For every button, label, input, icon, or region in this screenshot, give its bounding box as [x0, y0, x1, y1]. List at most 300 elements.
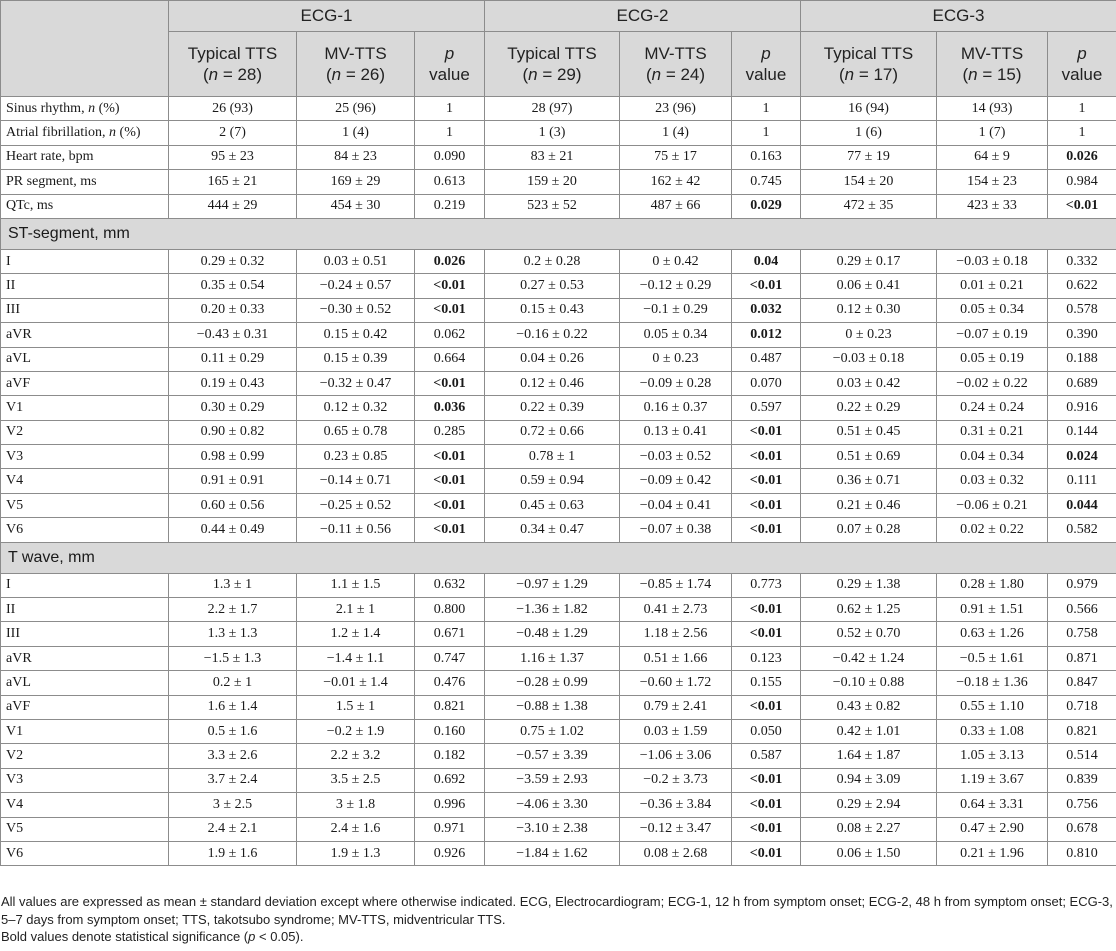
p-value-cell: 0.163: [732, 145, 801, 169]
value-cell: 2.2 ± 1.7: [169, 598, 297, 622]
p-value-cell: 0.285: [415, 420, 485, 444]
row-label: V1: [1, 719, 169, 743]
value-cell: −0.09 ± 0.28: [620, 371, 732, 395]
p-value-cell: 0.613: [415, 170, 485, 194]
p-value-cell: 0.839: [1048, 768, 1116, 792]
value-cell: 0.21 ± 0.46: [801, 493, 937, 517]
subcolumn-header-line1: MV-TTS: [960, 44, 1024, 63]
row-label: V6: [1, 841, 169, 865]
p-value-cell: 0.012: [732, 323, 801, 347]
value-cell: 0.36 ± 0.71: [801, 469, 937, 493]
p-value-cell: 1: [415, 121, 485, 145]
value-cell: 0.02 ± 0.22: [937, 518, 1048, 542]
value-cell: −0.07 ± 0.19: [937, 323, 1048, 347]
value-cell: −0.11 ± 0.56: [297, 518, 415, 542]
value-cell: 0.04 ± 0.26: [485, 347, 620, 371]
value-cell: 26 (93): [169, 97, 297, 121]
value-cell: 0.44 ± 0.49: [169, 518, 297, 542]
value-cell: 0.2 ± 1: [169, 671, 297, 695]
p-value-cell: 1: [1048, 97, 1116, 121]
value-cell: 0.22 ± 0.39: [485, 396, 620, 420]
table-row: [1, 695, 1116, 719]
p-value-cell: 0.671: [415, 622, 485, 646]
table-row: [1, 671, 1116, 695]
row-label: V3: [1, 445, 169, 469]
value-cell: 1.9 ± 1.6: [169, 841, 297, 865]
group-header-ecg3: ECG-3: [801, 1, 1116, 32]
p-value-cell: 0.123: [732, 646, 801, 670]
subcolumn-header: [732, 32, 801, 97]
value-cell: 2.1 ± 1: [297, 598, 415, 622]
p-value-cell: <0.01: [415, 518, 485, 542]
value-cell: −0.02 ± 0.22: [937, 371, 1048, 395]
value-cell: 3.3 ± 2.6: [169, 744, 297, 768]
value-cell: 0.15 ± 0.43: [485, 298, 620, 322]
value-cell: 77 ± 19: [801, 145, 937, 169]
value-cell: 162 ± 42: [620, 170, 732, 194]
value-cell: 0.2 ± 0.28: [485, 249, 620, 273]
value-cell: 3.7 ± 2.4: [169, 768, 297, 792]
p-value-cell: 0.024: [1048, 445, 1116, 469]
subcolumn-header: [620, 32, 732, 97]
row-label: V2: [1, 744, 169, 768]
row-label: aVF: [1, 695, 169, 719]
table-row: [1, 396, 1116, 420]
value-cell: −1.5 ± 1.3: [169, 646, 297, 670]
p-value-cell: <0.01: [732, 469, 801, 493]
p-value-cell: 1: [732, 97, 801, 121]
value-cell: −1.84 ± 1.62: [485, 841, 620, 865]
p-value-cell: 0.219: [415, 194, 485, 218]
table-row: [1, 598, 1116, 622]
value-cell: −0.1 ± 0.29: [620, 298, 732, 322]
value-cell: −3.10 ± 2.38: [485, 817, 620, 841]
value-cell: 0.5 ± 1.6: [169, 719, 297, 743]
group-header-row: [1, 1, 1116, 32]
group-header-ecg1: ECG-1: [169, 1, 485, 32]
value-cell: −0.16 ± 0.22: [485, 323, 620, 347]
table-row: [1, 274, 1116, 298]
value-cell: −0.12 ± 3.47: [620, 817, 732, 841]
p-value-cell: <0.01: [732, 817, 801, 841]
p-value-cell: 0.916: [1048, 396, 1116, 420]
p-value-cell: 0.390: [1048, 323, 1116, 347]
value-cell: 3 ± 2.5: [169, 793, 297, 817]
value-cell: 0.03 ± 0.42: [801, 371, 937, 395]
row-label: QTc, ms: [1, 194, 169, 218]
row-label: I: [1, 249, 169, 273]
p-value-cell: 0.979: [1048, 573, 1116, 597]
p-value-cell: 0.487: [732, 347, 801, 371]
value-cell: 159 ± 20: [485, 170, 620, 194]
value-cell: 0 ± 0.23: [801, 323, 937, 347]
value-cell: 0.01 ± 0.21: [937, 274, 1048, 298]
value-cell: −0.03 ± 0.18: [801, 347, 937, 371]
value-cell: 0.47 ± 2.90: [937, 817, 1048, 841]
subcolumn-header-line2: value: [745, 65, 787, 84]
p-value-cell: 0.182: [415, 744, 485, 768]
value-cell: −0.2 ± 3.73: [620, 768, 732, 792]
p-value-cell: 0.632: [415, 573, 485, 597]
value-cell: 64 ± 9: [937, 145, 1048, 169]
value-cell: 2.4 ± 2.1: [169, 817, 297, 841]
p-value-cell: 0.984: [1048, 170, 1116, 194]
footnote-abbreviations: All values are expressed as mean ± standard deviation except where otherwise indicated. ECG, Electrocardiogram; ECG-1, 12 h from symptom onset; ECG-2, 48 h from symptom onset; ECG-3, 5–7 days from symptom onset; TTS, takotsubo syndrome; MV-TTS, midventricular TTS.: [1, 894, 1113, 927]
value-cell: 0.05 ± 0.34: [620, 323, 732, 347]
section-header: ST-segment, mm: [1, 218, 1116, 249]
table-row: [1, 323, 1116, 347]
row-label: V5: [1, 493, 169, 517]
table-body: [1, 97, 1116, 866]
value-cell: 0.15 ± 0.42: [297, 323, 415, 347]
p-value-cell: 0.026: [1048, 145, 1116, 169]
section-header-row: [1, 542, 1116, 573]
value-cell: 0.75 ± 1.02: [485, 719, 620, 743]
value-cell: 0.43 ± 0.82: [801, 695, 937, 719]
p-value-cell: 0.029: [732, 194, 801, 218]
row-label: PR segment, ms: [1, 170, 169, 194]
value-cell: 1.2 ± 1.4: [297, 622, 415, 646]
value-cell: −1.06 ± 3.06: [620, 744, 732, 768]
subcolumn-header-line1: p: [1077, 44, 1087, 63]
value-cell: 0.94 ± 3.09: [801, 768, 937, 792]
subcolumn-header: [937, 32, 1048, 97]
value-cell: 0.30 ± 0.29: [169, 396, 297, 420]
value-cell: 0 ± 0.23: [620, 347, 732, 371]
value-cell: 0.03 ± 1.59: [620, 719, 732, 743]
value-cell: −0.18 ± 1.36: [937, 671, 1048, 695]
value-cell: 1.3 ± 1.3: [169, 622, 297, 646]
value-cell: −0.60 ± 1.72: [620, 671, 732, 695]
value-cell: 0.90 ± 0.82: [169, 420, 297, 444]
value-cell: 165 ± 21: [169, 170, 297, 194]
value-cell: 0.23 ± 0.85: [297, 445, 415, 469]
p-value-cell: <0.01: [732, 420, 801, 444]
value-cell: −0.48 ± 1.29: [485, 622, 620, 646]
p-value-cell: 0.476: [415, 671, 485, 695]
value-cell: −0.5 ± 1.61: [937, 646, 1048, 670]
corner-cell: [1, 1, 169, 97]
value-cell: 0.22 ± 0.29: [801, 396, 937, 420]
p-value-cell: 0.692: [415, 768, 485, 792]
table-header: [1, 1, 1116, 97]
value-cell: 0.65 ± 0.78: [297, 420, 415, 444]
value-cell: 0.21 ± 1.96: [937, 841, 1048, 865]
subcolumn-header-line2: (n = 15): [962, 65, 1022, 84]
value-cell: 0.55 ± 1.10: [937, 695, 1048, 719]
value-cell: −0.42 ± 1.24: [801, 646, 937, 670]
value-cell: 0.41 ± 2.73: [620, 598, 732, 622]
value-cell: 3.5 ± 2.5: [297, 768, 415, 792]
value-cell: 0.78 ± 1: [485, 445, 620, 469]
p-value-cell: <0.01: [415, 445, 485, 469]
value-cell: −0.12 ± 0.29: [620, 274, 732, 298]
value-cell: 1.5 ± 1: [297, 695, 415, 719]
p-value-cell: 0.070: [732, 371, 801, 395]
value-cell: 0.06 ± 0.41: [801, 274, 937, 298]
value-cell: 1.3 ± 1: [169, 573, 297, 597]
value-cell: 0.91 ± 1.51: [937, 598, 1048, 622]
p-value-cell: 0.758: [1048, 622, 1116, 646]
p-value-cell: <0.01: [415, 274, 485, 298]
p-value-cell: <0.01: [732, 445, 801, 469]
p-value-cell: 0.622: [1048, 274, 1116, 298]
value-cell: 0.45 ± 0.63: [485, 493, 620, 517]
value-cell: 0.03 ± 0.51: [297, 249, 415, 273]
value-cell: 84 ± 23: [297, 145, 415, 169]
subcolumn-header-line2: (n = 24): [645, 65, 706, 84]
value-cell: −0.01 ± 1.4: [297, 671, 415, 695]
p-value-cell: 0.926: [415, 841, 485, 865]
subcolumn-header-line2: value: [429, 65, 470, 84]
table-row: [1, 298, 1116, 322]
value-cell: 1.19 ± 3.67: [937, 768, 1048, 792]
table-row: [1, 793, 1116, 817]
value-cell: 0.24 ± 0.24: [937, 396, 1048, 420]
value-cell: 1 (4): [297, 121, 415, 145]
p-value-cell: <0.01: [732, 622, 801, 646]
value-cell: 1.64 ± 1.87: [801, 744, 937, 768]
row-label: Heart rate, bpm: [1, 145, 169, 169]
value-cell: 0.29 ± 2.94: [801, 793, 937, 817]
p-value-cell: <0.01: [1048, 194, 1116, 218]
p-value-cell: <0.01: [732, 598, 801, 622]
value-cell: −0.36 ± 3.84: [620, 793, 732, 817]
table-footnote: [1, 893, 1113, 946]
value-cell: 14 (93): [937, 97, 1048, 121]
table-row: [1, 573, 1116, 597]
table-row: [1, 493, 1116, 517]
value-cell: 0.51 ± 0.45: [801, 420, 937, 444]
table-row: [1, 768, 1116, 792]
p-value-cell: 0.871: [1048, 646, 1116, 670]
value-cell: 3 ± 1.8: [297, 793, 415, 817]
p-value-cell: 0.036: [415, 396, 485, 420]
p-value-cell: <0.01: [732, 695, 801, 719]
value-cell: 0.60 ± 0.56: [169, 493, 297, 517]
value-cell: −0.06 ± 0.21: [937, 493, 1048, 517]
value-cell: −0.25 ± 0.52: [297, 493, 415, 517]
subcolumn-header-line2: (n = 17): [838, 65, 899, 84]
value-cell: 423 ± 33: [937, 194, 1048, 218]
subcolumn-header-row: [1, 32, 1116, 97]
value-cell: 487 ± 66: [620, 194, 732, 218]
value-cell: 0.31 ± 0.21: [937, 420, 1048, 444]
row-label: III: [1, 622, 169, 646]
p-value-cell: 0.847: [1048, 671, 1116, 695]
p-value-cell: 0.155: [732, 671, 801, 695]
value-cell: −0.97 ± 1.29: [485, 573, 620, 597]
p-value-cell: 0.821: [1048, 719, 1116, 743]
p-value-cell: <0.01: [415, 469, 485, 493]
value-cell: 0.33 ± 1.08: [937, 719, 1048, 743]
table-row: [1, 622, 1116, 646]
value-cell: 0 ± 0.42: [620, 249, 732, 273]
p-value-cell: <0.01: [732, 493, 801, 517]
value-cell: 472 ± 35: [801, 194, 937, 218]
p-value-cell: 0.587: [732, 744, 801, 768]
value-cell: 25 (96): [297, 97, 415, 121]
p-value-cell: 0.582: [1048, 518, 1116, 542]
value-cell: 1 (4): [620, 121, 732, 145]
p-value-cell: 0.773: [732, 573, 801, 597]
value-cell: −0.07 ± 0.38: [620, 518, 732, 542]
value-cell: 1.16 ± 1.37: [485, 646, 620, 670]
table-row: [1, 445, 1116, 469]
table-row: [1, 817, 1116, 841]
value-cell: 0.72 ± 0.66: [485, 420, 620, 444]
table-row: [1, 420, 1116, 444]
value-cell: −1.36 ± 1.82: [485, 598, 620, 622]
value-cell: 0.29 ± 0.17: [801, 249, 937, 273]
value-cell: −0.03 ± 0.52: [620, 445, 732, 469]
value-cell: 0.91 ± 0.91: [169, 469, 297, 493]
value-cell: 0.28 ± 1.80: [937, 573, 1048, 597]
row-label: II: [1, 598, 169, 622]
p-value-cell: 0.578: [1048, 298, 1116, 322]
value-cell: −0.04 ± 0.41: [620, 493, 732, 517]
p-value-cell: 0.332: [1048, 249, 1116, 273]
table-row: [1, 249, 1116, 273]
row-label: V1: [1, 396, 169, 420]
subcolumn-header: [485, 32, 620, 97]
p-value-cell: 0.810: [1048, 841, 1116, 865]
table-row: [1, 518, 1116, 542]
value-cell: 1.18 ± 2.56: [620, 622, 732, 646]
table-row: [1, 170, 1116, 194]
p-value-cell: 0.188: [1048, 347, 1116, 371]
p-value-cell: 0.04: [732, 249, 801, 273]
value-cell: 1.1 ± 1.5: [297, 573, 415, 597]
p-value-cell: 1: [732, 121, 801, 145]
p-value-cell: 0.745: [732, 170, 801, 194]
p-value-cell: 0.514: [1048, 744, 1116, 768]
value-cell: 0.29 ± 0.32: [169, 249, 297, 273]
group-header-ecg2: ECG-2: [485, 1, 801, 32]
value-cell: 2.4 ± 1.6: [297, 817, 415, 841]
value-cell: 0.51 ± 0.69: [801, 445, 937, 469]
value-cell: 0.62 ± 1.25: [801, 598, 937, 622]
subcolumn-header-line2: (n = 26): [325, 65, 386, 84]
value-cell: 0.12 ± 0.32: [297, 396, 415, 420]
subcolumn-header-line1: Typical TTS: [507, 44, 597, 63]
p-value-cell: 0.566: [1048, 598, 1116, 622]
value-cell: −3.59 ± 2.93: [485, 768, 620, 792]
row-label: aVL: [1, 671, 169, 695]
subcolumn-header-line1: p: [761, 44, 771, 63]
p-value-cell: 0.996: [415, 793, 485, 817]
p-value-cell: <0.01: [732, 841, 801, 865]
table-row: [1, 121, 1116, 145]
value-cell: −0.88 ± 1.38: [485, 695, 620, 719]
subcolumn-header-line1: MV-TTS: [644, 44, 707, 63]
value-cell: 154 ± 23: [937, 170, 1048, 194]
value-cell: 0.12 ± 0.30: [801, 298, 937, 322]
value-cell: 454 ± 30: [297, 194, 415, 218]
table-row: [1, 646, 1116, 670]
p-value-cell: 1: [1048, 121, 1116, 145]
p-value-cell: 0.821: [415, 695, 485, 719]
p-value-cell: 0.160: [415, 719, 485, 743]
table-row: [1, 97, 1116, 121]
row-label: V3: [1, 768, 169, 792]
p-value-cell: 0.971: [415, 817, 485, 841]
value-cell: 1.9 ± 1.3: [297, 841, 415, 865]
row-label: I: [1, 573, 169, 597]
value-cell: 169 ± 29: [297, 170, 415, 194]
value-cell: 0.03 ± 0.32: [937, 469, 1048, 493]
subcolumn-header-line2: (n = 28): [202, 65, 263, 84]
p-value-cell: 0.689: [1048, 371, 1116, 395]
value-cell: −0.30 ± 0.52: [297, 298, 415, 322]
section-header-row: [1, 218, 1116, 249]
value-cell: 0.12 ± 0.46: [485, 371, 620, 395]
table-row: [1, 719, 1116, 743]
p-value-cell: 0.032: [732, 298, 801, 322]
subcolumn-header-line1: p: [444, 44, 455, 63]
value-cell: −0.28 ± 0.99: [485, 671, 620, 695]
table-row: [1, 145, 1116, 169]
value-cell: 1.6 ± 1.4: [169, 695, 297, 719]
value-cell: 1 (6): [801, 121, 937, 145]
value-cell: 0.08 ± 2.68: [620, 841, 732, 865]
row-label: V4: [1, 793, 169, 817]
value-cell: 23 (96): [620, 97, 732, 121]
p-value-cell: <0.01: [732, 793, 801, 817]
value-cell: 16 (94): [801, 97, 937, 121]
subcolumn-header: [169, 32, 297, 97]
p-value-cell: 0.800: [415, 598, 485, 622]
value-cell: 0.11 ± 0.29: [169, 347, 297, 371]
value-cell: −0.2 ± 1.9: [297, 719, 415, 743]
row-label: Sinus rhythm, n (%): [1, 97, 169, 121]
row-label: aVR: [1, 646, 169, 670]
value-cell: 1 (7): [937, 121, 1048, 145]
table-row: [1, 347, 1116, 371]
value-cell: 0.05 ± 0.34: [937, 298, 1048, 322]
p-value-cell: <0.01: [415, 298, 485, 322]
value-cell: 0.20 ± 0.33: [169, 298, 297, 322]
p-value-cell: 0.090: [415, 145, 485, 169]
row-label: III: [1, 298, 169, 322]
value-cell: 0.79 ± 2.41: [620, 695, 732, 719]
value-cell: 28 (97): [485, 97, 620, 121]
row-label: aVL: [1, 347, 169, 371]
value-cell: −0.24 ± 0.57: [297, 274, 415, 298]
p-value-cell: 1: [415, 97, 485, 121]
value-cell: 0.19 ± 0.43: [169, 371, 297, 395]
value-cell: 523 ± 52: [485, 194, 620, 218]
value-cell: 0.42 ± 1.01: [801, 719, 937, 743]
row-label: II: [1, 274, 169, 298]
value-cell: 1.05 ± 3.13: [937, 744, 1048, 768]
subcolumn-header: [297, 32, 415, 97]
section-header: T wave, mm: [1, 542, 1116, 573]
p-value-cell: 0.062: [415, 323, 485, 347]
value-cell: 0.29 ± 1.38: [801, 573, 937, 597]
subcolumn-header: [415, 32, 485, 97]
value-cell: −4.06 ± 3.30: [485, 793, 620, 817]
subcolumn-header-line2: (n = 29): [522, 65, 582, 84]
p-value-cell: 0.664: [415, 347, 485, 371]
subcolumn-header-line1: MV-TTS: [324, 44, 387, 63]
value-cell: 75 ± 17: [620, 145, 732, 169]
row-label: V2: [1, 420, 169, 444]
value-cell: −0.85 ± 1.74: [620, 573, 732, 597]
table-row: [1, 371, 1116, 395]
value-cell: 0.27 ± 0.53: [485, 274, 620, 298]
value-cell: 0.04 ± 0.34: [937, 445, 1048, 469]
